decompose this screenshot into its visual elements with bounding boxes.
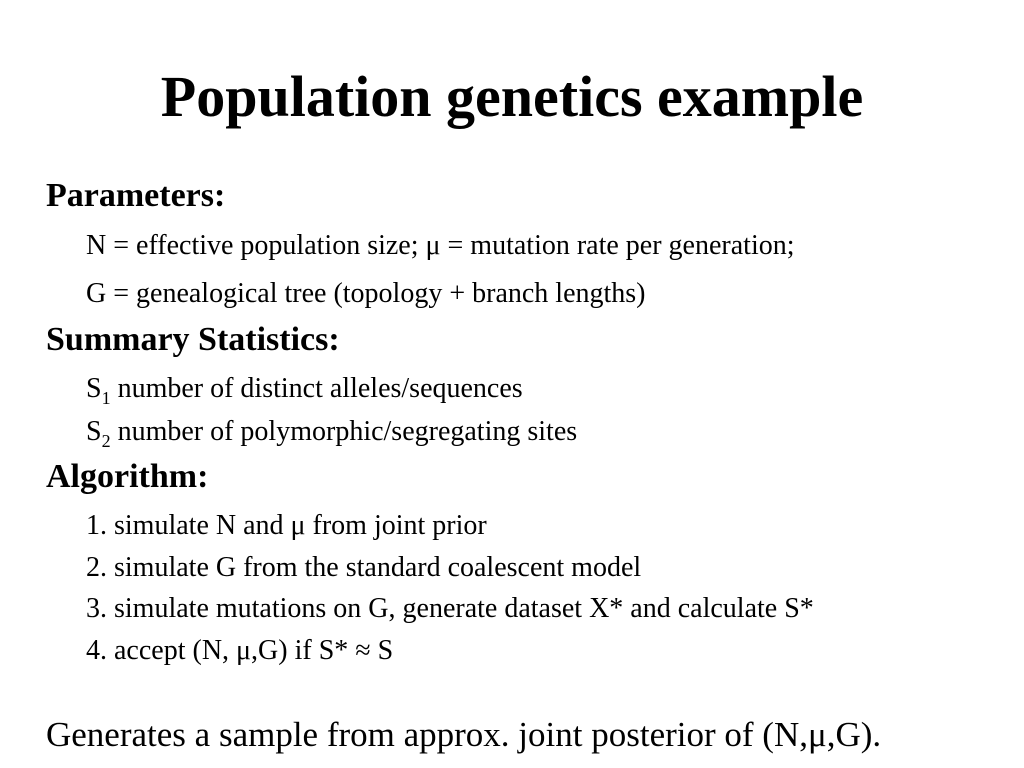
statistic-description: number of distinct alleles/sequences	[110, 373, 523, 404]
summary-statistics-heading: Summary Statistics:	[46, 321, 340, 358]
conclusion-text: Generates a sample from approx. joint posterior of (N,μ,G).	[46, 715, 882, 754]
algorithm-step-1: 1. simulate N and μ from joint prior	[86, 510, 487, 541]
summary-statistic-s1	[86, 372, 523, 406]
statistic-subscript: 1	[101, 388, 111, 408]
parameter-line-1: N = effective population size; μ = mutation rate per generation;	[86, 230, 795, 261]
slide-title: Population genetics example	[160, 64, 864, 129]
parameter-line-2: G = genealogical tree (topology + branch lengths)	[86, 278, 646, 309]
algorithm-step-3: 3. simulate mutations on G, generate dataset X* and calculate S*	[86, 593, 814, 624]
algorithm-step-2: 2. simulate G from the standard coalescent model	[86, 552, 642, 583]
statistic-symbol: S	[86, 416, 102, 447]
statistic-subscript: 2	[101, 431, 111, 451]
statistic-description: number of polymorphic/segregating sites	[110, 416, 578, 447]
summary-statistic-s2	[86, 415, 577, 449]
statistic-symbol: S	[86, 373, 102, 404]
parameters-heading: Parameters:	[46, 177, 226, 214]
algorithm-heading: Algorithm:	[46, 458, 209, 495]
algorithm-step-4: 4. accept (N, μ,G) if S* ≈ S	[86, 635, 394, 666]
